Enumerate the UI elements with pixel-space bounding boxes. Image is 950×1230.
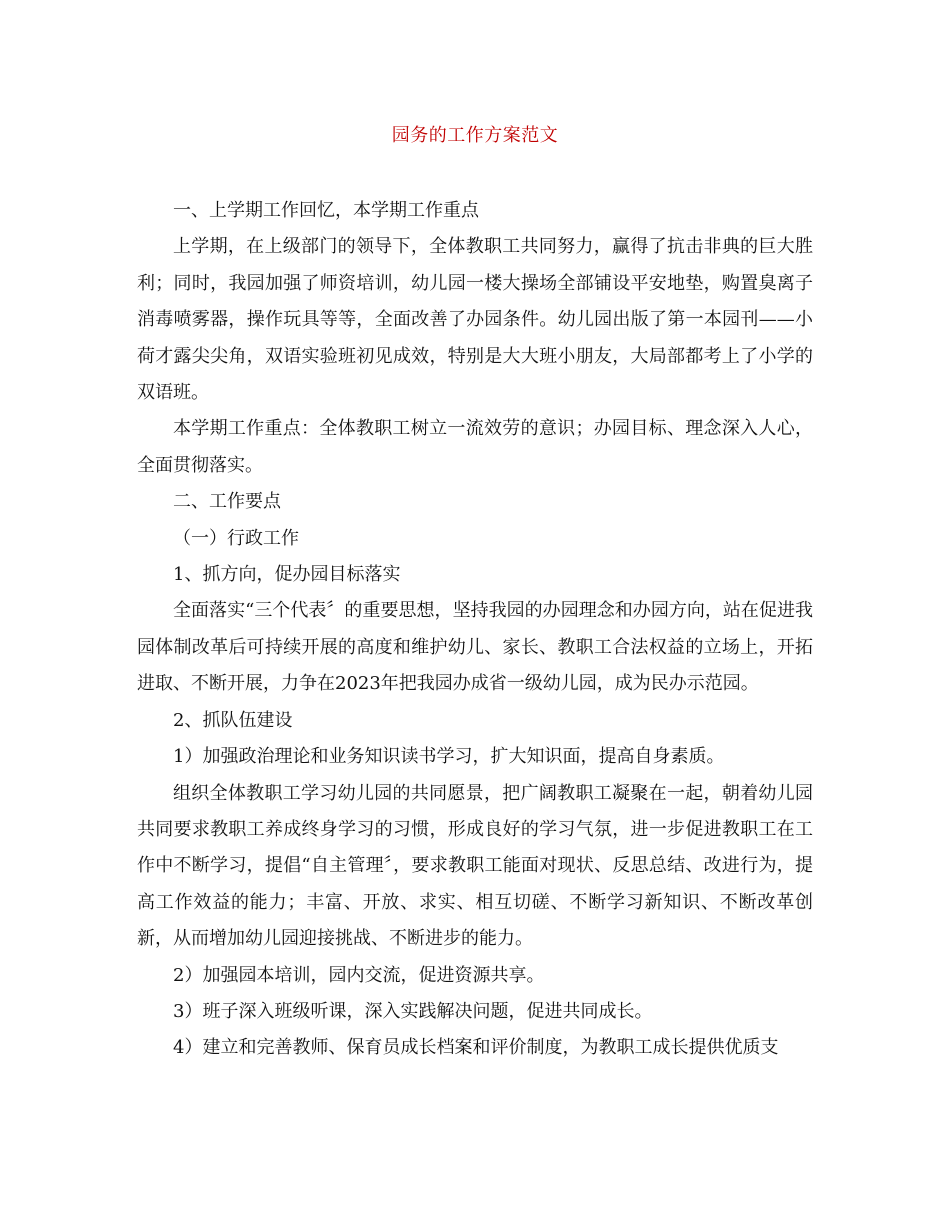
item-archives: 4）建立和完善教师、保育员成长档案和评价制度，为教职工成长提供优质支: [173, 1037, 779, 1059]
paragraph-study: 组织全体教职工学习幼儿园的共同愿景，把广阔教职工凝聚在一起，朝着幼儿园共同要求教职工养成终身学习的习惯，形成良好的学习气氛，进一步促进教职工在工作中不断学习，提倡“自主管理〞，要求教职工能面对现状、反思总结、改进行为，提高工作效益的能力；丰富、开放、求实、相互切磋、不断学习新知识、不断改革创新，从而增加幼儿园迎接挑战、不断进步的能力。: [137, 782, 813, 950]
item-training: 2）加强园本培训，园内交流，促进资源共享。: [173, 964, 545, 986]
document-body: [137, 193, 813, 1067]
item-study: 1）加强政治理论和业务知识读书学习，扩大知识面，提高自身素质。: [173, 746, 725, 768]
subheading-administration: （一）行政工作: [173, 527, 299, 549]
paragraph-direction: 全面落实“三个代表〞的重要思想，坚持我园的办园理念和办园方向，站在促进我园体制改革后可持续开展的高度和维护幼儿、家长、教职工合法权益的立场上，开拓进取、不断开展，力争在2023年把我园办成省一级幼儿园，成为民办示范园。: [137, 600, 813, 695]
item-class-observation: 3）班子深入班级听课，深入实践解决问题，促进共同成长。: [173, 1000, 653, 1022]
heading-section-2: 二、工作要点: [173, 491, 281, 513]
paragraph-term-focus: 本学期工作重点：全体教职工树立一流效劳的意识；办园目标、理念深入人心，全面贯彻落实。: [137, 418, 813, 476]
document-title: 园务的工作方案范文: [391, 125, 559, 146]
heading-section-1: 一、上学期工作回忆，本学期工作重点: [173, 200, 479, 221]
paragraph-last-term-review: 上学期，在上级部门的领导下，全体教职工共同努力，赢得了抗击非典的巨大胜利；同时，我园加强了师资培训，幼儿园一楼大操场全部铺设平安地垫，购置臭离子消毒喷雾器，操作玩具等等，全面改善了办园条件。幼儿园出版了第一本园刊——小荷才露尖尖角，双语实验班初见成效，特别是大大班小朋友，大局部都考上了小学的双语班。: [137, 236, 813, 404]
item-direction: 1、抓方向，促办园目标落实: [173, 564, 401, 586]
item-team-building: 2、抓队伍建设: [173, 709, 293, 731]
